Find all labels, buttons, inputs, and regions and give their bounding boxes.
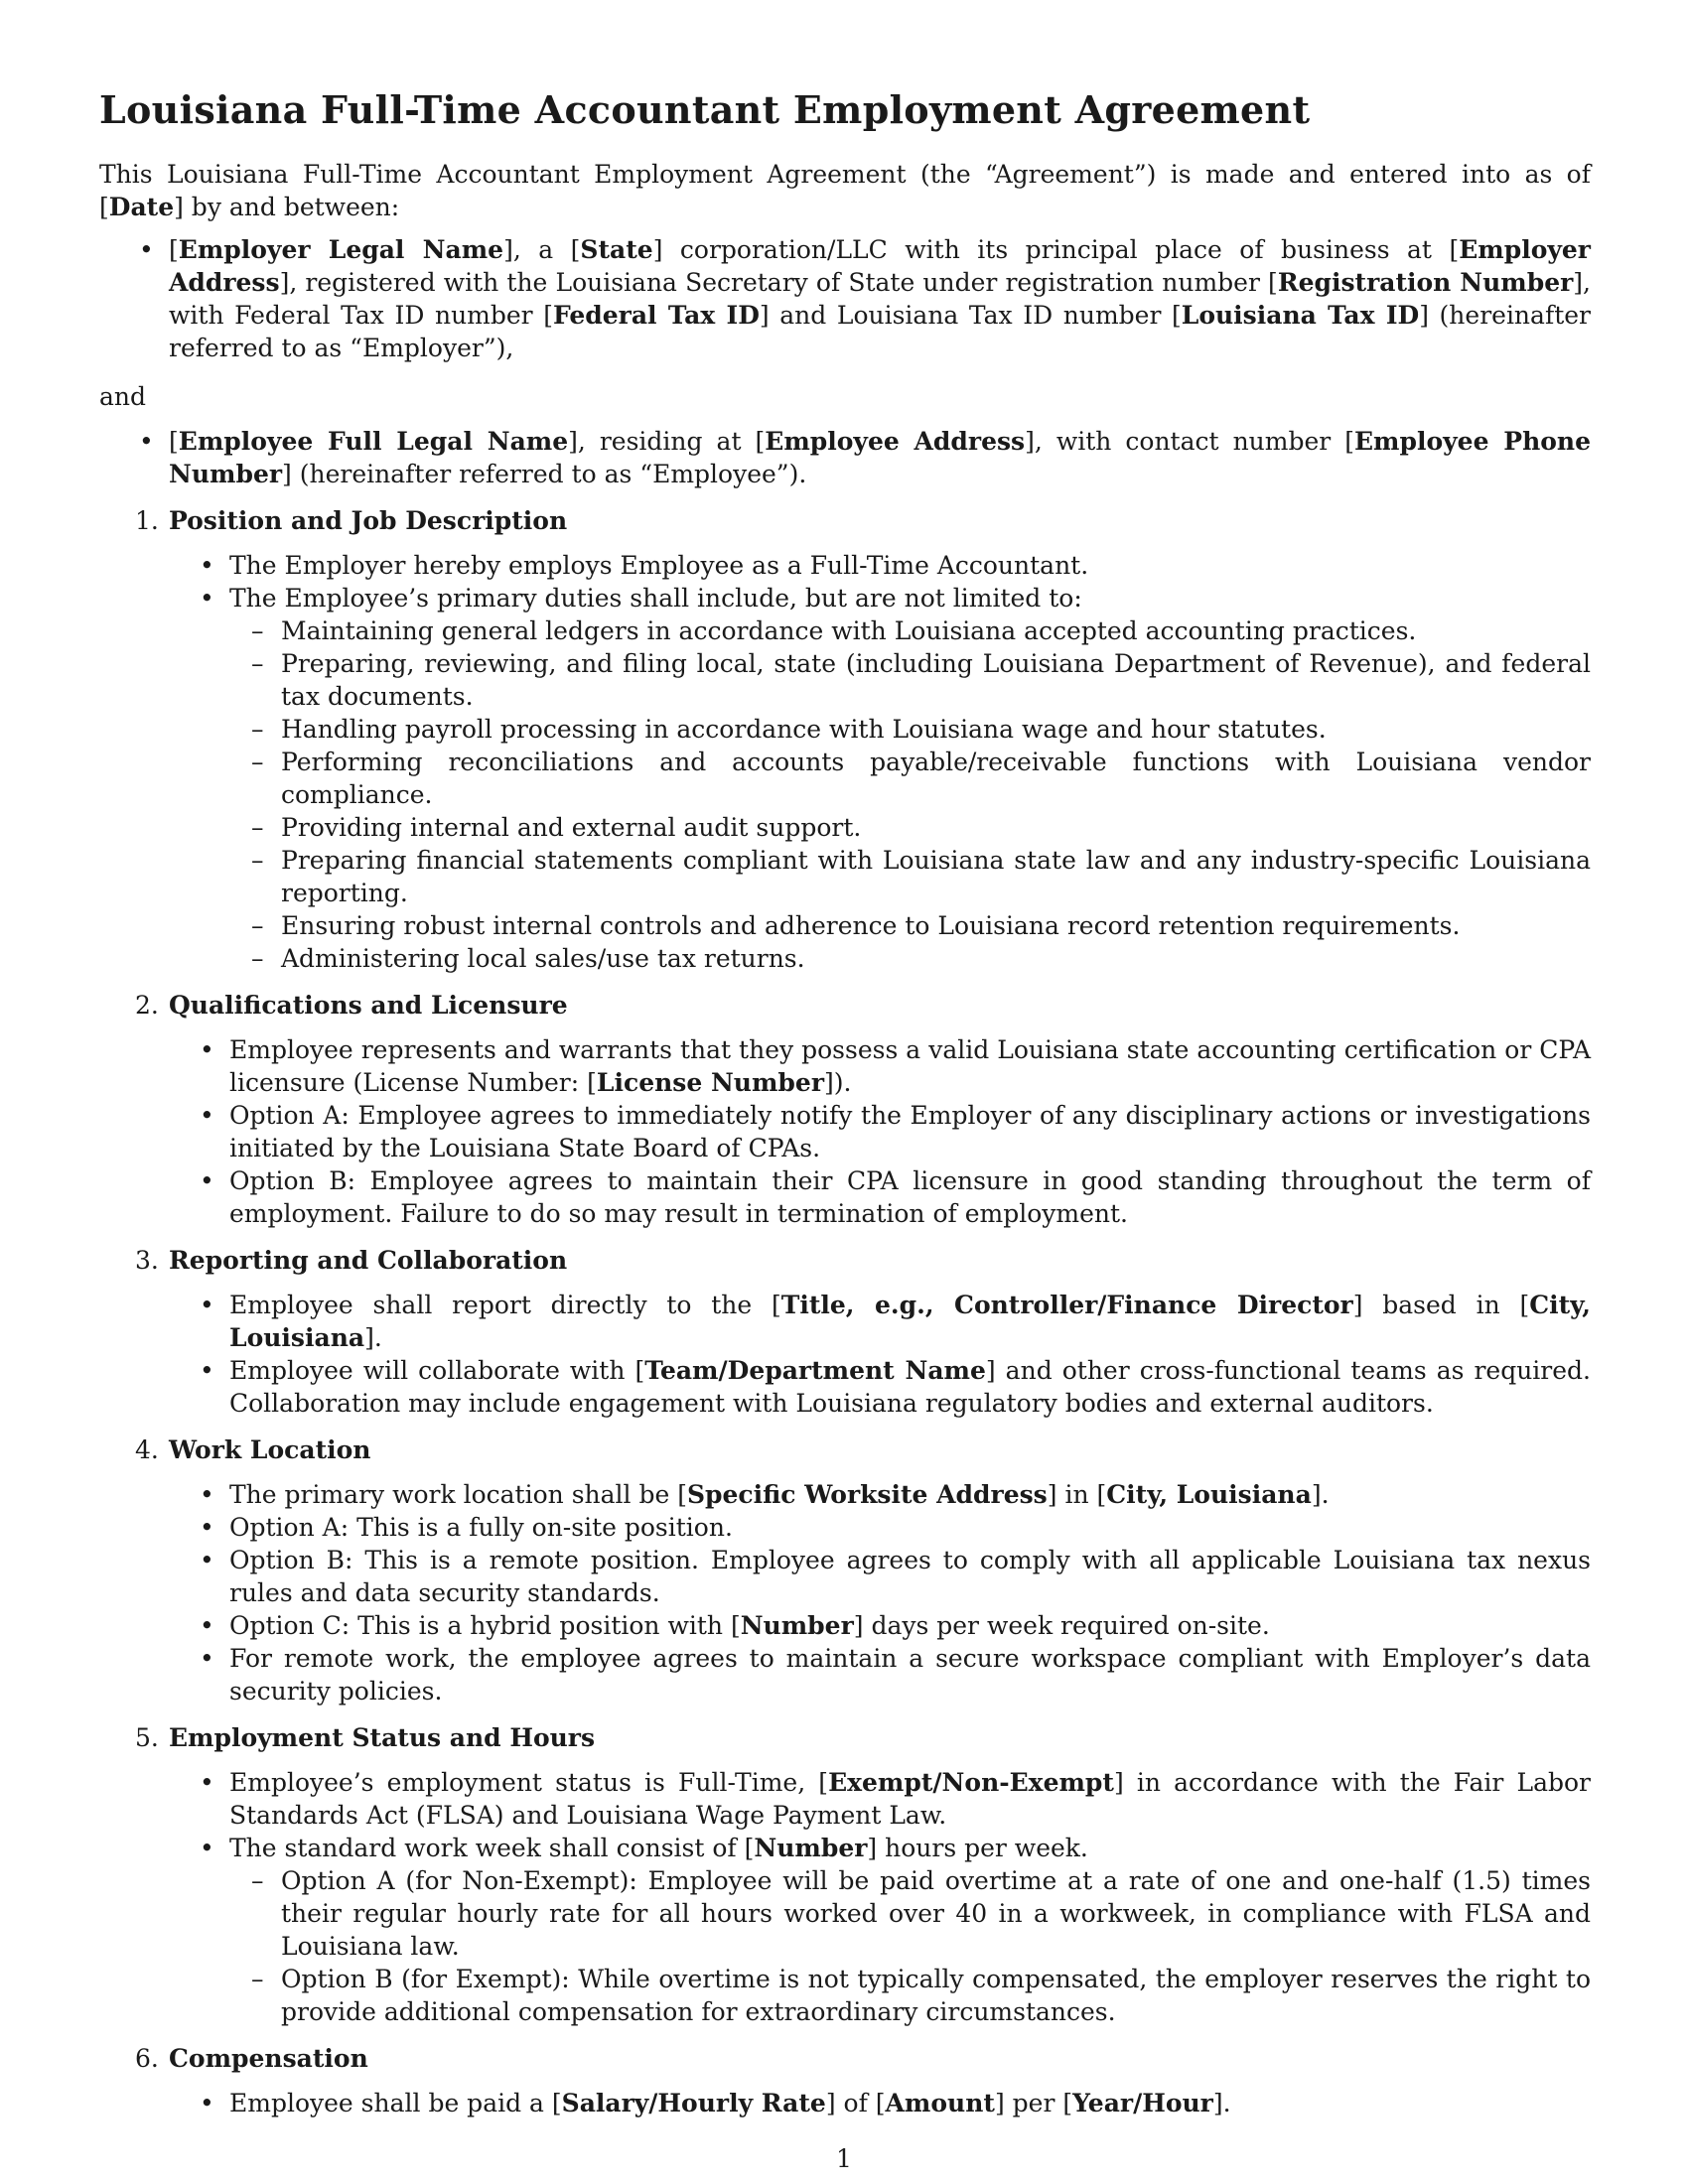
section-number: 6. xyxy=(135,2044,159,2073)
page-number: 1 xyxy=(836,2144,852,2173)
bullet-text: ]. xyxy=(1311,1480,1330,1509)
hours-number-placeholder: Number xyxy=(754,1834,868,1862)
supervisor-title-placeholder: Title, e.g., Controller/Finance Director xyxy=(780,1291,1353,1319)
bullet-text: ] hours per week. xyxy=(867,1834,1088,1862)
bullet-text: ] of [ xyxy=(825,2089,886,2117)
employer-legal-name-placeholder: Employer Legal Name xyxy=(178,235,504,264)
bullet-item xyxy=(169,1609,1591,1642)
bullet-item: • For remote work, the employee agrees to maintain a secure workspace compliant with Employer’s data security policies. xyxy=(169,1642,1591,1707)
bullet-item xyxy=(169,1478,1591,1511)
bullet-item xyxy=(169,1832,1591,2028)
section-number: 1. xyxy=(135,506,159,535)
employer-text: ] and Louisiana Tax ID number [ xyxy=(759,301,1182,330)
bullet-text: Employee shall be paid a [ xyxy=(229,2089,562,2117)
employee-text: ] (hereinafter referred to as “Employee”). xyxy=(282,460,807,488)
bullet-item xyxy=(169,1289,1591,1354)
employer-party xyxy=(99,233,1591,364)
duty-item: – Preparing financial statements compliant with Louisiana state law and any industry-specific Louisiana reporting. xyxy=(229,844,1591,909)
section-qualifications xyxy=(99,989,1591,1230)
bullet-list xyxy=(169,2087,1591,2119)
section-compensation xyxy=(99,2042,1591,2119)
document-page xyxy=(99,87,1591,2133)
amount-placeholder: Amount xyxy=(885,2089,995,2117)
employer-text: [ xyxy=(169,235,179,264)
bullet-list xyxy=(169,1478,1591,1707)
bullet-item xyxy=(169,1354,1591,1420)
intro-paragraph xyxy=(99,158,1591,223)
section-position xyxy=(99,504,1591,975)
bullet-item xyxy=(169,582,1591,975)
employer-text: ], registered with the Louisiana Secretary of State under registration number [ xyxy=(279,268,1278,297)
team-name-placeholder: Team/Department Name xyxy=(644,1356,986,1385)
overtime-option-item: – Option A (for Non-Exempt): Employee will be paid overtime at a rate of one and one-half (1.5) times their regular hourly rate for all hours worked over 40 in a workweek, in compliance with FLSA and Louisiana law. xyxy=(229,1864,1591,1963)
bullet-text: Employee’s employment status is Full-Time, [ xyxy=(229,1768,829,1797)
bullet-list xyxy=(169,549,1591,975)
employer-text: ] corporation/LLC with its principal place of business at [ xyxy=(652,235,1460,264)
bullet-list xyxy=(169,1766,1591,2028)
bullet-text: Employee will collaborate with [ xyxy=(229,1356,645,1385)
bullet-list xyxy=(169,1289,1591,1420)
bullet-item xyxy=(169,2087,1591,2119)
overtime-option-item: – Option B (for Exempt): While overtime is not typically compensated, the employer reserves the right to provide additional compensation for extraordinary circumstances. xyxy=(229,1963,1591,2028)
louisiana-tax-id-placeholder: Louisiana Tax ID xyxy=(1181,301,1420,330)
bullet-item: • The Employer hereby employs Employee as a Full-Time Accountant. xyxy=(169,549,1591,582)
section-employment-status xyxy=(99,1721,1591,2028)
date-placeholder: Date xyxy=(108,193,175,221)
section-title: Employment Status and Hours xyxy=(169,1723,596,1752)
section-title: Position and Job Description xyxy=(169,506,568,535)
overtime-options-list xyxy=(229,1864,1591,2028)
pay-type-placeholder: Salary/Hourly Rate xyxy=(561,2089,826,2117)
section-title: Qualifications and Licensure xyxy=(169,991,568,1020)
bullet-text: ] based in [ xyxy=(1352,1291,1530,1319)
bullet-item: • Option A: This is a fully on-site position. xyxy=(169,1511,1591,1544)
employee-party xyxy=(99,425,1591,490)
employer-details xyxy=(99,233,1591,364)
city-placeholder: City, Louisiana xyxy=(1106,1480,1312,1509)
and-separator: and xyxy=(99,382,147,411)
employee-address-placeholder: Employee Address xyxy=(765,427,1026,456)
state-placeholder: State xyxy=(580,235,653,264)
section-title: Reporting and Collaboration xyxy=(169,1246,568,1275)
registration-number-placeholder: Registration Number xyxy=(1277,268,1574,297)
bullet-text: The primary work location shall be [ xyxy=(229,1480,687,1509)
employee-text: [ xyxy=(169,427,179,456)
employee-text: ], residing at [ xyxy=(568,427,766,456)
bullet-text: ]. xyxy=(364,1323,382,1352)
section-number: 5. xyxy=(135,1723,159,1752)
bullet-text: The standard work week shall consist of [ xyxy=(229,1834,755,1862)
days-number-placeholder: Number xyxy=(740,1611,854,1640)
section-work-location xyxy=(99,1433,1591,1707)
pay-period-placeholder: Year/Hour xyxy=(1072,2089,1213,2117)
bullet-text: ]). xyxy=(824,1068,852,1097)
duty-item: – Maintaining general ledgers in accordance with Louisiana accepted accounting practices. xyxy=(229,614,1591,647)
bullet-text: Employee shall report directly to the [ xyxy=(229,1291,781,1319)
worksite-address-placeholder: Specific Worksite Address xyxy=(686,1480,1048,1509)
bullet-item: • Option A: Employee agrees to immediately notify the Employer of any disciplinary actions or investigations initiated by the Louisiana State Board of CPAs. xyxy=(169,1099,1591,1164)
intro-text: This Louisiana Full-Time Accountant Employment Agreement (the “Agreement”) is made and entered into as of [ xyxy=(99,160,1591,221)
section-title: Compensation xyxy=(169,2044,368,2073)
bullet-text: ] per [ xyxy=(994,2089,1073,2117)
employer-text: ], with Federal Tax ID number [ xyxy=(169,268,1591,330)
city-placeholder: City, Louisiana xyxy=(229,1291,1591,1352)
bullet-list xyxy=(169,1033,1591,1230)
bullet-item xyxy=(169,1766,1591,1832)
employer-text: ] (hereinafter referred to as “Employer”), xyxy=(169,301,1591,362)
employer-text: ], a [ xyxy=(503,235,581,264)
intro-text: ] by and between: xyxy=(174,193,400,221)
employee-phone-placeholder: Employee Phone Number xyxy=(169,427,1592,488)
license-number-placeholder: License Number xyxy=(596,1068,824,1097)
bullet-text: ] in accordance with the Fair Labor Standards Act (FLSA) and Louisiana Wage Payment Law. xyxy=(229,1768,1591,1830)
bullet-item: • Option B: Employee agrees to maintain their CPA licensure in good standing throughout the term of employment. Failure to do so may result in termination of employment. xyxy=(169,1164,1591,1230)
duty-item: – Administering local sales/use tax returns. xyxy=(229,942,1591,975)
bullet-text: ] in [ xyxy=(1047,1480,1107,1509)
exempt-status-placeholder: Exempt/Non-Exempt xyxy=(828,1768,1114,1797)
employee-text: ], with contact number [ xyxy=(1025,427,1354,456)
sections-list xyxy=(99,504,1591,2119)
employer-address-placeholder: Employer Address xyxy=(169,235,1591,297)
federal-tax-id-placeholder: Federal Tax ID xyxy=(552,301,760,330)
section-number: 2. xyxy=(135,991,159,1020)
bullet-text: ] days per week required on-site. xyxy=(853,1611,1270,1640)
bullet-item xyxy=(169,1033,1591,1099)
employee-details xyxy=(99,425,1591,490)
duty-item: – Preparing, reviewing, and filing local, state (including Louisiana Department of Revenue), and federal tax documents. xyxy=(229,647,1591,713)
section-number: 3. xyxy=(135,1246,159,1275)
duties-list xyxy=(229,614,1591,975)
bullet-item: • Option B: This is a remote position. Employee agrees to comply with all applicable Louisiana tax nexus rules and data security standards. xyxy=(169,1544,1591,1609)
bullet-text: Option C: This is a hybrid position with [ xyxy=(229,1611,741,1640)
duty-item: – Performing reconciliations and accounts payable/receivable functions with Louisiana vendor compliance. xyxy=(229,746,1591,811)
bullet-text: ]. xyxy=(1212,2089,1231,2117)
document-title: Louisiana Full-Time Accountant Employment Agreement xyxy=(99,87,1311,132)
employee-legal-name-placeholder: Employee Full Legal Name xyxy=(178,427,569,456)
section-number: 4. xyxy=(135,1435,159,1464)
section-reporting xyxy=(99,1244,1591,1420)
duty-item: – Ensuring robust internal controls and adherence to Louisiana record retention requirements. xyxy=(229,909,1591,942)
section-title: Work Location xyxy=(169,1435,371,1464)
bullet-text: The Employee’s primary duties shall include, but are not limited to: xyxy=(229,584,1082,613)
duty-item: – Handling payroll processing in accordance with Louisiana wage and hour statutes. xyxy=(229,713,1591,746)
bullet-text: Employee represents and warrants that they possess a valid Louisiana state accounting certification or CPA licensure (License Number: [ xyxy=(229,1035,1591,1097)
duty-item: – Providing internal and external audit support. xyxy=(229,811,1591,844)
bullet-text: ] and other cross-functional teams as required. Collaboration may include engagement with Louisiana regulatory bodies and external auditors. xyxy=(229,1356,1591,1418)
